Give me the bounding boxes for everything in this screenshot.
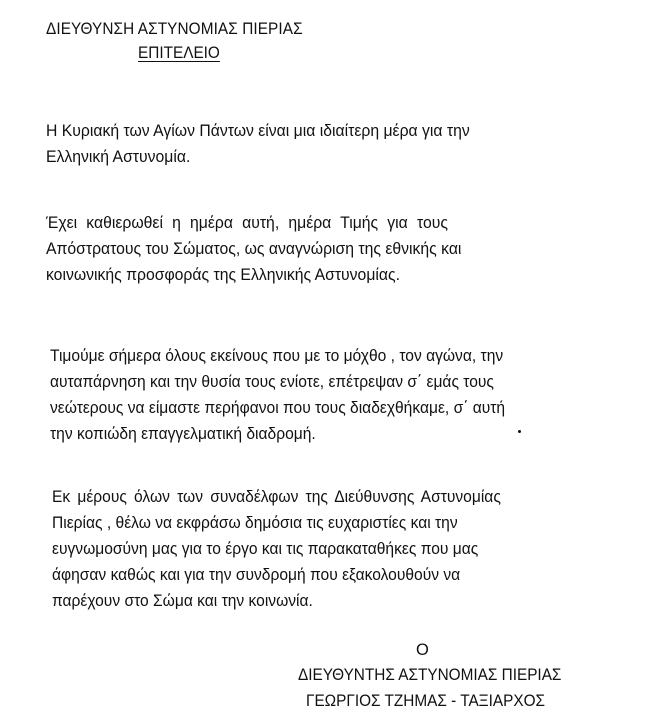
header-subtitle: ΕΠΙΤΕΛΕΙΟ <box>138 44 220 62</box>
paragraph-line: Απόστρατους του Σώματος, ως αναγνώριση της εθνικής και <box>46 240 462 258</box>
paragraph-line: άφησαν καθώς και για την συνδρομή που εξακολουθούν να <box>52 566 461 584</box>
paragraph-line: κοινωνικής προσφοράς της Ελληνικής Αστυνομίας. <box>46 266 400 284</box>
paragraph-line: ευγνωμοσύνη μας για το έργο και τις παρακαταθήκες που μας <box>52 540 479 558</box>
paragraph-2 <box>46 210 626 288</box>
signature-name: ΓΕΩΡΓΙΟΣ ΤΖΗΜΑΣ - ΤΑΞΙΑΡΧΟΣ <box>306 692 546 710</box>
paragraph-line: Τιμούμε σήμερα όλους εκείνους που με το μόχθο , τον αγώνα, την <box>50 347 504 365</box>
paragraph-line: Ελληνική Αστυνομία. <box>46 148 191 166</box>
paragraph-line: αυταπάρνηση και την θυσία τους ενίοτε, επέτρεψαν σ΄ εμάς τους <box>50 373 494 391</box>
paragraph-line: Πιερίας , θέλω να εκφράσω δημόσια τις ευχαριστίες και την <box>52 514 458 532</box>
stray-mark <box>518 430 521 433</box>
paragraph-line: Έχει καθιερωθεί η ημέρα αυτή, ημέρα Τιμής για τους <box>46 214 448 232</box>
paragraph-line: νεώτερους να είμαστε περήφανοι που τους διαδεχθήκαμε, σ΄ αυτή <box>50 399 506 417</box>
paragraph-line: Εκ μέρους όλων των συναδέλφων της Διεύθυνσης Αστυνομίας <box>52 488 501 506</box>
paragraph-line: παρέχουν στο Σώμα και την κοινωνία. <box>52 592 313 610</box>
paragraph-3 <box>50 343 630 447</box>
paragraph-4 <box>52 484 632 614</box>
paragraph-1 <box>46 118 626 170</box>
header-title: ΔΙΕΥΘΥΝΣΗ ΑΣΤΥΝΟΜΙΑΣ ΠΙΕΡΙΑΣ <box>46 20 303 38</box>
paragraph-line: Η Κυριακή των Αγίων Πάντων είναι μια ιδιαίτερη μέρα για την <box>46 122 470 140</box>
signature-article: Ο <box>416 641 429 659</box>
signature-position: ΔΙΕΥΘΥΝΤΗΣ ΑΣΤΥΝΟΜΙΑΣ ΠΙΕΡΙΑΣ <box>298 666 562 684</box>
paragraph-line: την κοπιώδη επαγγελματική διαδρομή. <box>50 425 316 443</box>
